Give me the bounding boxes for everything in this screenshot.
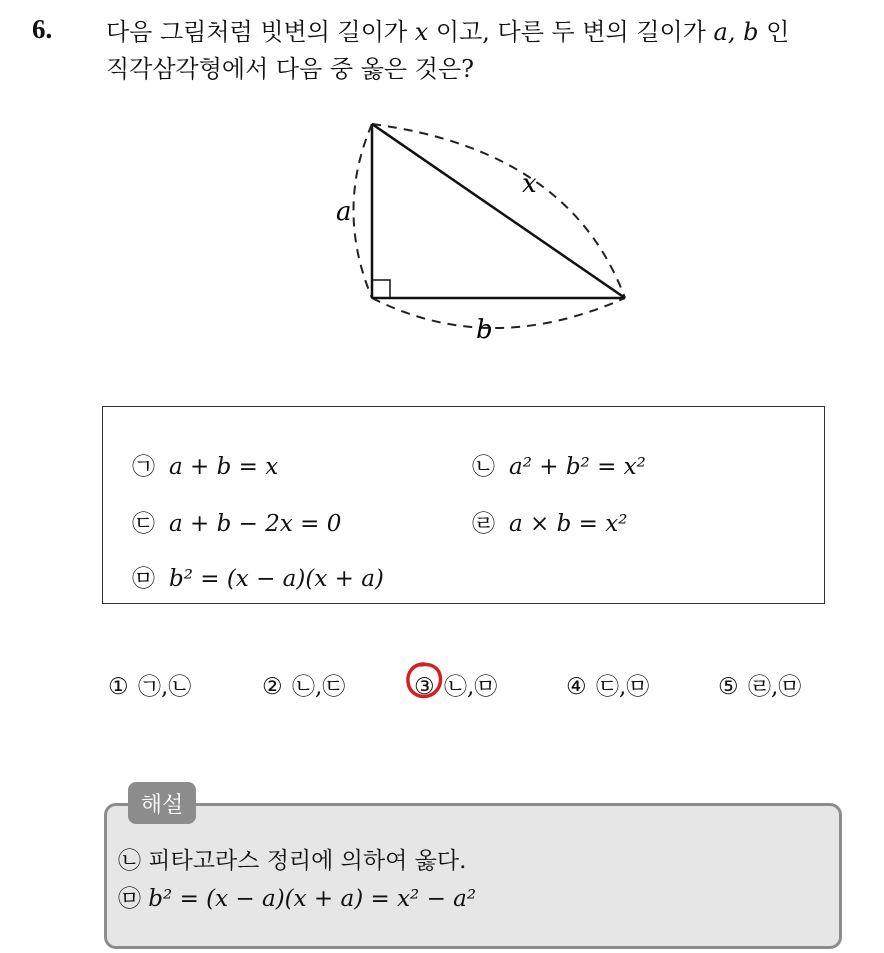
solution-line-2-symbol: ㉤ [118,886,141,912]
statement-3-expr: a + b − 2x = 0 [169,511,342,537]
choice-2[interactable] [262,668,345,701]
right-angle-mark [372,280,390,298]
label-a: a [336,197,352,227]
choice-4-number: ④ [566,674,587,700]
solution-line-2-expr: b² = (x − a)(x + a) = x² − a² [141,886,477,912]
statement-2-expr: a² + b² = x² [509,454,646,480]
question-var-ab: a, b [713,18,759,46]
arc-b [372,298,625,328]
question-text-part3: 인 [758,18,790,46]
statement-4 [472,505,627,538]
choice-3-text: ㉡,㉤ [444,674,498,700]
choice-3-number: ③ [414,674,435,700]
question-text-part1: 다음 그림처럼 빗변의 길이가 [106,18,415,46]
label-b: b [476,315,493,345]
choice-2-number: ② [262,674,283,700]
choice-5-text: ㉣,㉤ [748,674,802,700]
choice-1-number: ① [108,674,129,700]
statement-2 [472,448,646,481]
label-x: x [522,169,537,199]
choice-1[interactable] [108,668,191,701]
choice-4[interactable] [566,668,649,701]
question-text [106,14,876,88]
side-x [372,124,625,298]
solution-line-1-symbol: ㉡ [118,848,141,874]
statement-1-symbol: ㉠ [132,454,155,480]
solution-tab: 해설 [128,782,196,824]
choice-5[interactable] [718,668,801,701]
choice-5-number: ⑤ [718,674,739,700]
statement-3 [132,505,341,538]
solution-line-1 [118,842,466,875]
solution-line-1-text: 피타고라스 정리에 의하여 옳다. [141,848,467,874]
choice-2-text: ㉡,㉢ [292,674,346,700]
statement-2-symbol: ㉡ [472,454,495,480]
statement-5 [132,560,384,593]
choice-4-text: ㉢,㉤ [596,674,650,700]
choice-1-text: ㉠,㉡ [138,674,192,700]
right-triangle-figure [330,110,640,350]
statement-1-expr: a + b = x [169,454,279,480]
question-number: 6. [32,14,53,44]
statement-4-symbol: ㉣ [472,511,495,537]
solution-line-2 [118,880,476,913]
question-text-line2: 직각삼각형에서 다음 중 옳은 것은? [106,55,474,83]
statement-1 [132,448,278,481]
solution-box [104,803,842,949]
question-var-x: x [414,18,429,46]
question-text-part2: 이고, 다른 두 변의 길이가 [428,18,714,46]
statement-3-symbol: ㉢ [132,511,155,537]
statement-4-expr: a × b = x² [509,511,628,537]
statement-5-expr: b² = (x − a)(x + a) [169,566,384,592]
answer-circle-mark [404,660,444,700]
statement-5-symbol: ㉤ [132,566,155,592]
arc-a [354,124,373,298]
